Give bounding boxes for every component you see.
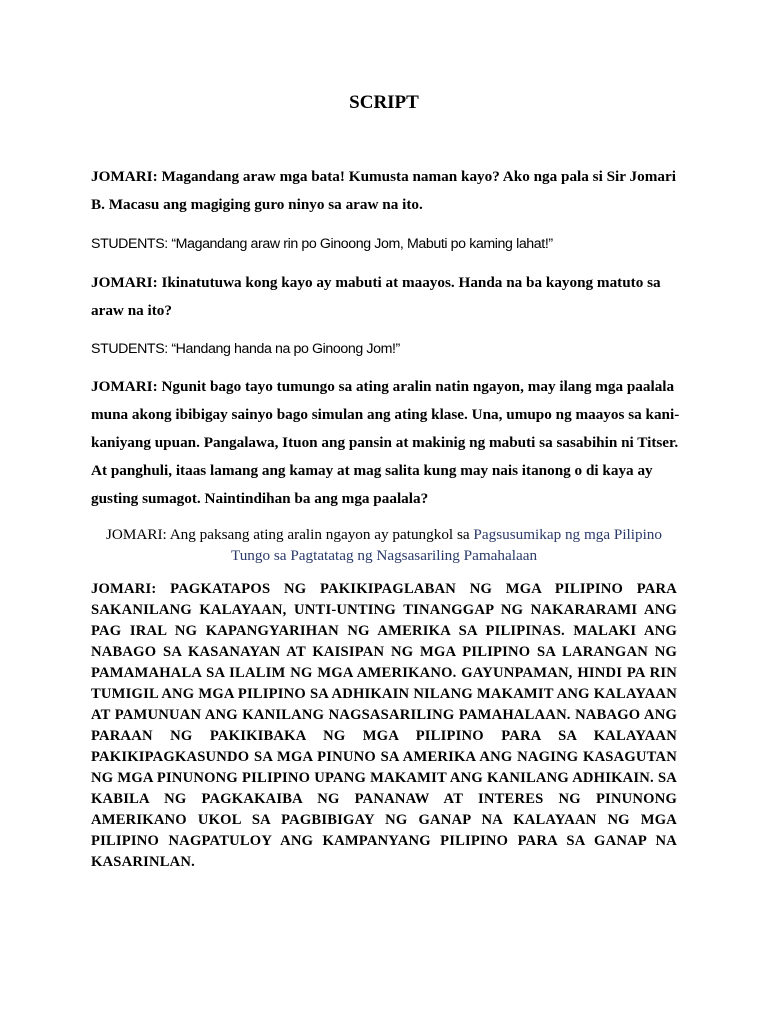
dialogue-jomari-topic [91, 524, 677, 566]
dialogue-jomari-reminders: JOMARI: Ngunit bago tayo tumungo sa ating aralin natin ngayon, may ilang mga paalala muna akong ibibigay sainyo bago simulan ang ating klase. Una, umupo ng maayos sa kani-kaniyang upuan. Pangalawa, Ituon ang pansin at makinig ng mabuti sa sasabihin ni Titser. At panghuli, itaas lamang ang kamay at mag salita kung may nais itanong o di kaya ay gusting sumagot. Naintindihan ba ang mga paalala? [91, 378, 680, 507]
dialogue-students-reply-1: STUDENTS: “Magandang araw rin po Ginoong Jom, Mabuti po kaming lahat!” [91, 236, 553, 252]
topic-highlight: Pagsusumikap ng mga Pilipino Tungo sa Pagtatatag ng Nagsasariling Pamahalaan [230, 526, 662, 564]
dialogue-jomari-greeting: JOMARI: Magandang araw mga bata! Kumusta naman kayo? Ako nga pala si Sir Jomari B. Macasu ang magiging guro ninyo sa araw na ito. [91, 168, 676, 213]
dialogue-jomari-ready: JOMARI: Ikinatutuwa kong kayo ay mabuti at maayos. Handa na ba kayong matuto sa araw na ito? [91, 274, 661, 319]
topic-intro: JOMARI: Ang paksang ating aralin ngayon ay patungkol sa [106, 526, 474, 543]
page-title: SCRIPT [349, 92, 419, 113]
dialogue-students-reply-2: STUDENTS: “Handang handa na po Ginoong Jom!” [91, 341, 400, 357]
dialogue-jomari-lesson: JOMARI: PAGKATAPOS NG PAKIKIPAGLABAN NG MGA PILIPINO PARA SAKANILANG KALAYAAN, UNTI-UNTING TINANGGAP NG NAKARARAMI ANG PAG IRAL NG KAPANGYARIHAN NG AMERIKA SA PILIPINAS. MALAKI ANG NABAGO SA KASANAYAN AT KAISIPAN NG MGA PILIPINO SA LARANGAN NG PAMAMAHALA SA ILALIM NG MGA AMERIKANO. GAYUNPAMAN, HINDI PA RIN TUMIGIL ANG MGA PILIPINO SA ADHIKAIN NILANG MAKAMIT ANG KALAYAAN AT PAMUNUAN ANG KANILANG NAGSASARILING PAMAHALAAN. NABAGO ANG PARAAN NG PAKIKIBAKA NG MGA PILIPINO PARA SA KALAYAAN PAKIKIPAGKASUNDO SA MGA PINUNO SA AMERIKA ANG NAGING KASAGUTAN NG MGA PINUNONG PILIPINO UPANG MAKAMIT ANG KANILANG ADHIKAIN. SA KABILA NG PAGKAKAIBA NG PANANAW AT INTERES NG PINUNONG AMERIKANO UKOL SA PAGBIBIGAY NG GANAP NA KALAYAAN NG MGA PILIPINO NAGPATULOY ANG KAMPANYANG PILIPINO PARA SA GANAP NA KASARINLAN. [91, 581, 677, 870]
